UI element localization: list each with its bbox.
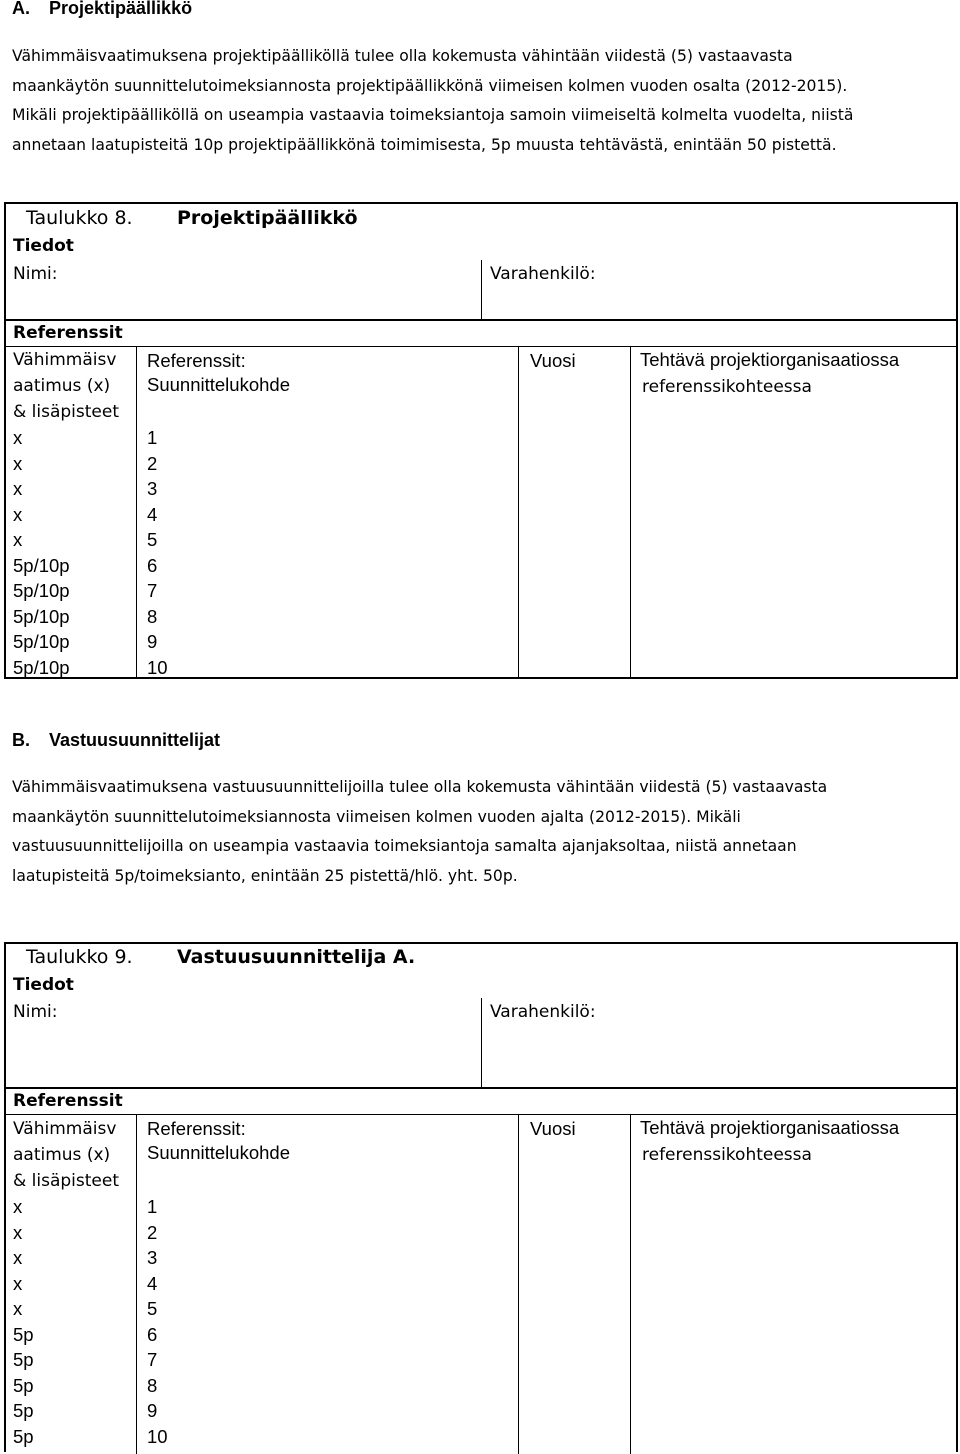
header-line: referenssikohteessa — [642, 1145, 812, 1165]
row-requirement: 5p — [13, 1374, 34, 1396]
row-number: 5 — [147, 1298, 158, 1319]
row-number: 10 — [147, 656, 168, 678]
paragraph-line: maankäytön suunnittelutoimeksiannosta projektipäällikkönä viimeisen kolmen vuoden osalta (2012-2015). — [12, 76, 848, 95]
table-9-col-year: Vuosi — [530, 1118, 576, 1139]
row-requirement: x — [13, 427, 23, 448]
table-9-references-label: Referenssit — [13, 1091, 123, 1111]
row-requirement: x — [13, 1247, 23, 1268]
row-number: 6 — [147, 1323, 158, 1345]
table-8-col-reference — [147, 349, 290, 397]
row-number: 7 — [147, 1349, 158, 1370]
table-9-caption: Taulukko 9. — [26, 946, 133, 968]
header-line: Suunnittelukohde — [147, 1142, 290, 1163]
header-line: Vähimmäisv — [13, 350, 117, 370]
header-line: Referenssit: — [147, 1118, 246, 1139]
row-number: 1 — [147, 1196, 158, 1217]
header-line: Suunnittelukohde — [147, 374, 290, 395]
row-number: 1 — [147, 427, 158, 448]
row-requirement: x — [13, 1221, 23, 1243]
row-requirement: 5p/10p — [13, 605, 70, 627]
row-requirement: x — [13, 1298, 23, 1319]
row-number: 10 — [147, 1425, 168, 1447]
table-9-col-reference — [147, 1117, 290, 1165]
section-b-letter: B. — [12, 730, 30, 750]
header-line: Referenssit: — [147, 350, 246, 371]
header-line: & lisäpisteet — [13, 1171, 120, 1191]
header-line: aatimus (x) — [13, 376, 111, 396]
row-requirement: 5p/10p — [13, 554, 70, 576]
row-number: 8 — [147, 1374, 158, 1396]
row-requirement: x — [13, 1196, 23, 1217]
row-requirement: 5p/10p — [13, 631, 70, 652]
paragraph-line: maankäytön suunnittelutoimeksiannosta viimeisen kolmen vuoden ajalta (2012-2015). Mikäli — [12, 807, 741, 826]
paragraph-line: Mikäli projektipäälliköllä on useampia vastaavia toimeksiantoja samoin viimeiseltä kolmelta vuodelta, niistä — [12, 106, 854, 125]
row-requirement: 5p — [13, 1349, 34, 1370]
row-number: 3 — [147, 1247, 158, 1268]
header-line: Tehtävä projektiorganisaatiossa — [640, 349, 900, 370]
table-8-col-requirement — [13, 350, 119, 422]
table-8-col-role — [640, 349, 899, 397]
section-b-heading — [12, 730, 220, 751]
row-requirement: 5p — [13, 1400, 34, 1421]
header-line: referenssikohteessa — [642, 377, 812, 397]
row-number: 3 — [147, 478, 158, 499]
section-a-paragraph — [12, 42, 853, 161]
row-number: 5 — [147, 529, 158, 550]
header-line: aatimus (x) — [13, 1145, 111, 1165]
header-line: Vähimmäisv — [13, 1119, 117, 1139]
section-a-heading — [12, 0, 192, 19]
paragraph-line: annetaan laatupisteitä 10p projektipäällikkönä toimimisesta, 5p muusta tehtävästä, enintään 50 pistettä. — [12, 136, 837, 155]
row-number: 4 — [147, 503, 158, 525]
table-8-col-year: Vuosi — [530, 350, 576, 371]
table-9-tiedot-label: Tiedot — [13, 975, 74, 995]
section-b-paragraph — [12, 773, 827, 892]
row-requirement: 5p/10p — [13, 656, 70, 678]
row-requirement: x — [13, 529, 23, 550]
row-requirement: 5p — [13, 1425, 34, 1447]
table-8-caption: Taulukko 8. — [26, 207, 133, 229]
row-number: 2 — [147, 1221, 158, 1243]
section-a-letter: A. — [12, 0, 30, 18]
row-number: 9 — [147, 631, 158, 652]
table-8-references-label: Referenssit — [13, 323, 123, 343]
paragraph-line: Vähimmäisvaatimuksena projektipäälliköllä tulee olla kokemusta vähintään viidestä (5) vastaavasta — [12, 47, 793, 65]
table-9-title: Vastuusuunnittelija A. — [177, 946, 416, 968]
table-8-title: Projektipäällikkö — [177, 207, 358, 229]
paragraph-line: vastuusuunnittelijoilla on useampia vastaavia toimeksiantoja samalta ajanjaksoltaa, niistä annetaan — [12, 837, 797, 856]
table-9-col-requirement — [13, 1119, 119, 1191]
table-9-name-label: Nimi: — [13, 1002, 58, 1022]
section-a-title: Projektipäällikkö — [49, 0, 193, 18]
header-line: Tehtävä projektiorganisaatiossa — [640, 1117, 900, 1138]
row-number: 4 — [147, 1272, 158, 1294]
row-number: 6 — [147, 554, 158, 576]
row-number: 2 — [147, 452, 158, 474]
row-number: 8 — [147, 605, 158, 627]
section-b-title: Vastuusuunnittelijat — [49, 730, 221, 750]
paragraph-line: laatupisteitä 5p/toimeksianto, enintään 25 pistettä/hlö. yht. 50p. — [12, 867, 518, 886]
table-8-substitute-label: Varahenkilö: — [490, 264, 596, 284]
table-9-substitute-label: Varahenkilö: — [490, 1002, 596, 1022]
header-line: & lisäpisteet — [13, 402, 120, 422]
paragraph-line: Vähimmäisvaatimuksena vastuusuunnittelijoilla tulee olla kokemusta vähintään viidestä (5) vastaavasta — [12, 778, 828, 796]
row-number: 9 — [147, 1400, 158, 1421]
table-8-name-label: Nimi: — [13, 264, 58, 284]
row-requirement: x — [13, 503, 23, 525]
row-requirement: 5p/10p — [13, 580, 70, 601]
table-8-tiedot-label: Tiedot — [13, 236, 74, 256]
row-number: 7 — [147, 580, 158, 601]
row-requirement: x — [13, 1272, 23, 1294]
row-requirement: x — [13, 478, 23, 499]
row-requirement: x — [13, 452, 23, 474]
table-9-col-role — [640, 1117, 899, 1165]
row-requirement: 5p — [13, 1323, 34, 1345]
